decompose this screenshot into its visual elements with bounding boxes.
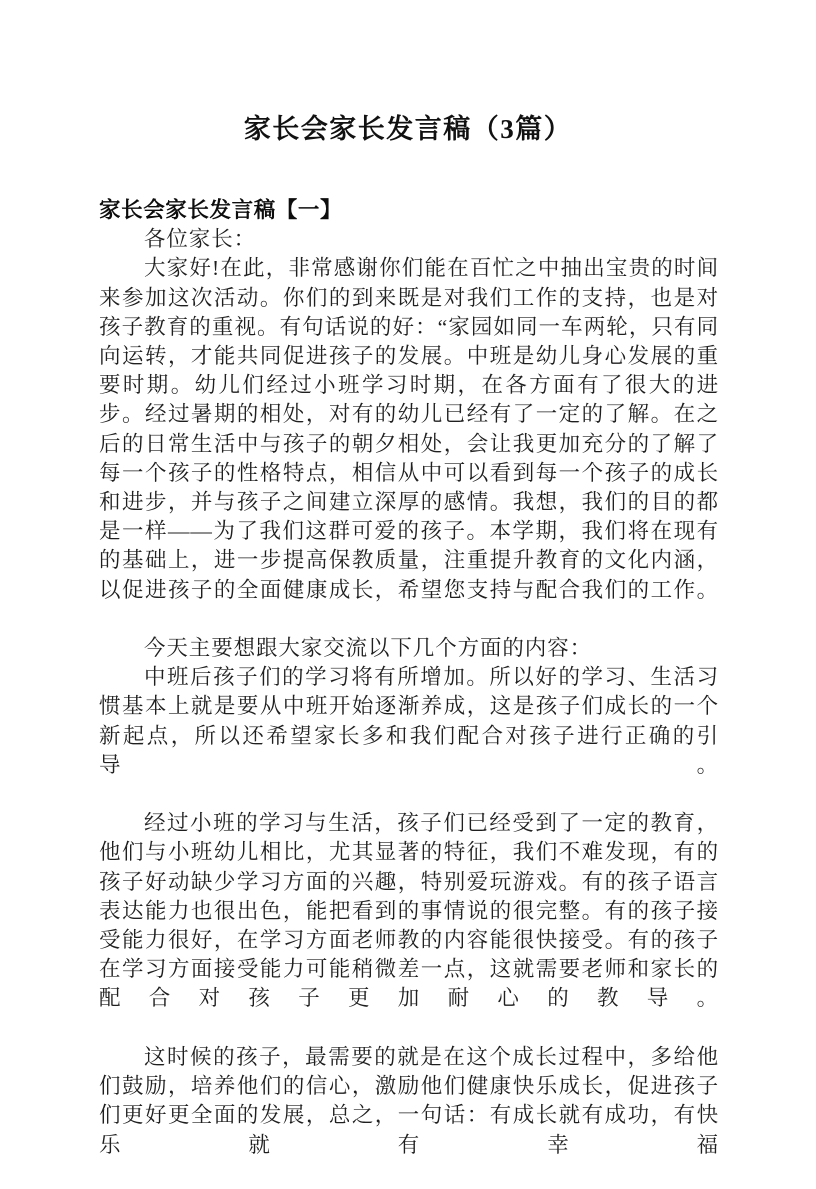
body-paragraph-1: 大家好!在此，非常感谢你们能在百忙之中抽出宝贵的时间来参加这次活动。你们的到来既是对我们工作的支持，也是对孩子教育的重视。有句话说的好：“家园如同一车两轮，只有同向运转，才能共同促进孩子的发展。中班是幼儿身心发展的重要时期。幼儿们经过小班学习时期，在各方面有了很大的进步。经过暑期的相处，对有的幼儿已经有了一定的了解。在之后的日常生活中与孩子的朝夕相处，会让我更加充分的了解了每一个孩子的性格特点，相信从中可以看到每一个孩子的成长和进步，并与孩子之间建立深厚的感情。我想，我们的目的都是一样——为了我们这群可爱的孩子。本学期，我们将在现有的基础上，进一步提高保教质量，注重提升教育的文化内涵，以促进孩子的全面健康成长，希望您支持与配合我们的工作。 (99, 256, 719, 602)
body-paragraph-3: 中班后孩子们的学习将有所增加。所以好的学习、生活习惯基本上就是要从中班开始逐渐养成，这是孩子们成长的一个新起点，所以还希望家长多和我们配合对孩子进行正确的引导。 (99, 665, 719, 777)
body-paragraph-5: 这时候的孩子，最需要的就是在这个成长过程中，多给他们鼓励，培养他们的信心，激励他们健康快乐成长，促进孩子们更好更全面的发展，总之，一句话：有成长就有成功，有快乐就有幸福 (99, 1044, 719, 1157)
body-paragraph-2: 今天主要想跟大家交流以下几个方面的内容： (144, 636, 593, 661)
section-heading: 家长会家长发言稿【一】 (99, 198, 343, 222)
body-paragraph-4: 经过小班的学习与生活，孩子们已经受到了一定的教育，他们与小班幼儿相比，尤其显著的特征，我们不难发现，有的孩子好动缺少学习方面的兴趣，特别爱玩游戏。有的孩子语言表达能力也很出色，能把看到的事情说的很完整。有的孩子接受能力很好，在学习方面老师教的内容能很快接受。有的孩子在学习方面接受能力可能稍微差一点，这就需要老师和家长的配合对孩子更加耐心的教导。 (99, 811, 719, 1011)
page-title: 家长会家长发言稿（3篇） (243, 114, 573, 145)
document-body (99, 196, 719, 1189)
salutation: 各位家长： (144, 227, 257, 252)
